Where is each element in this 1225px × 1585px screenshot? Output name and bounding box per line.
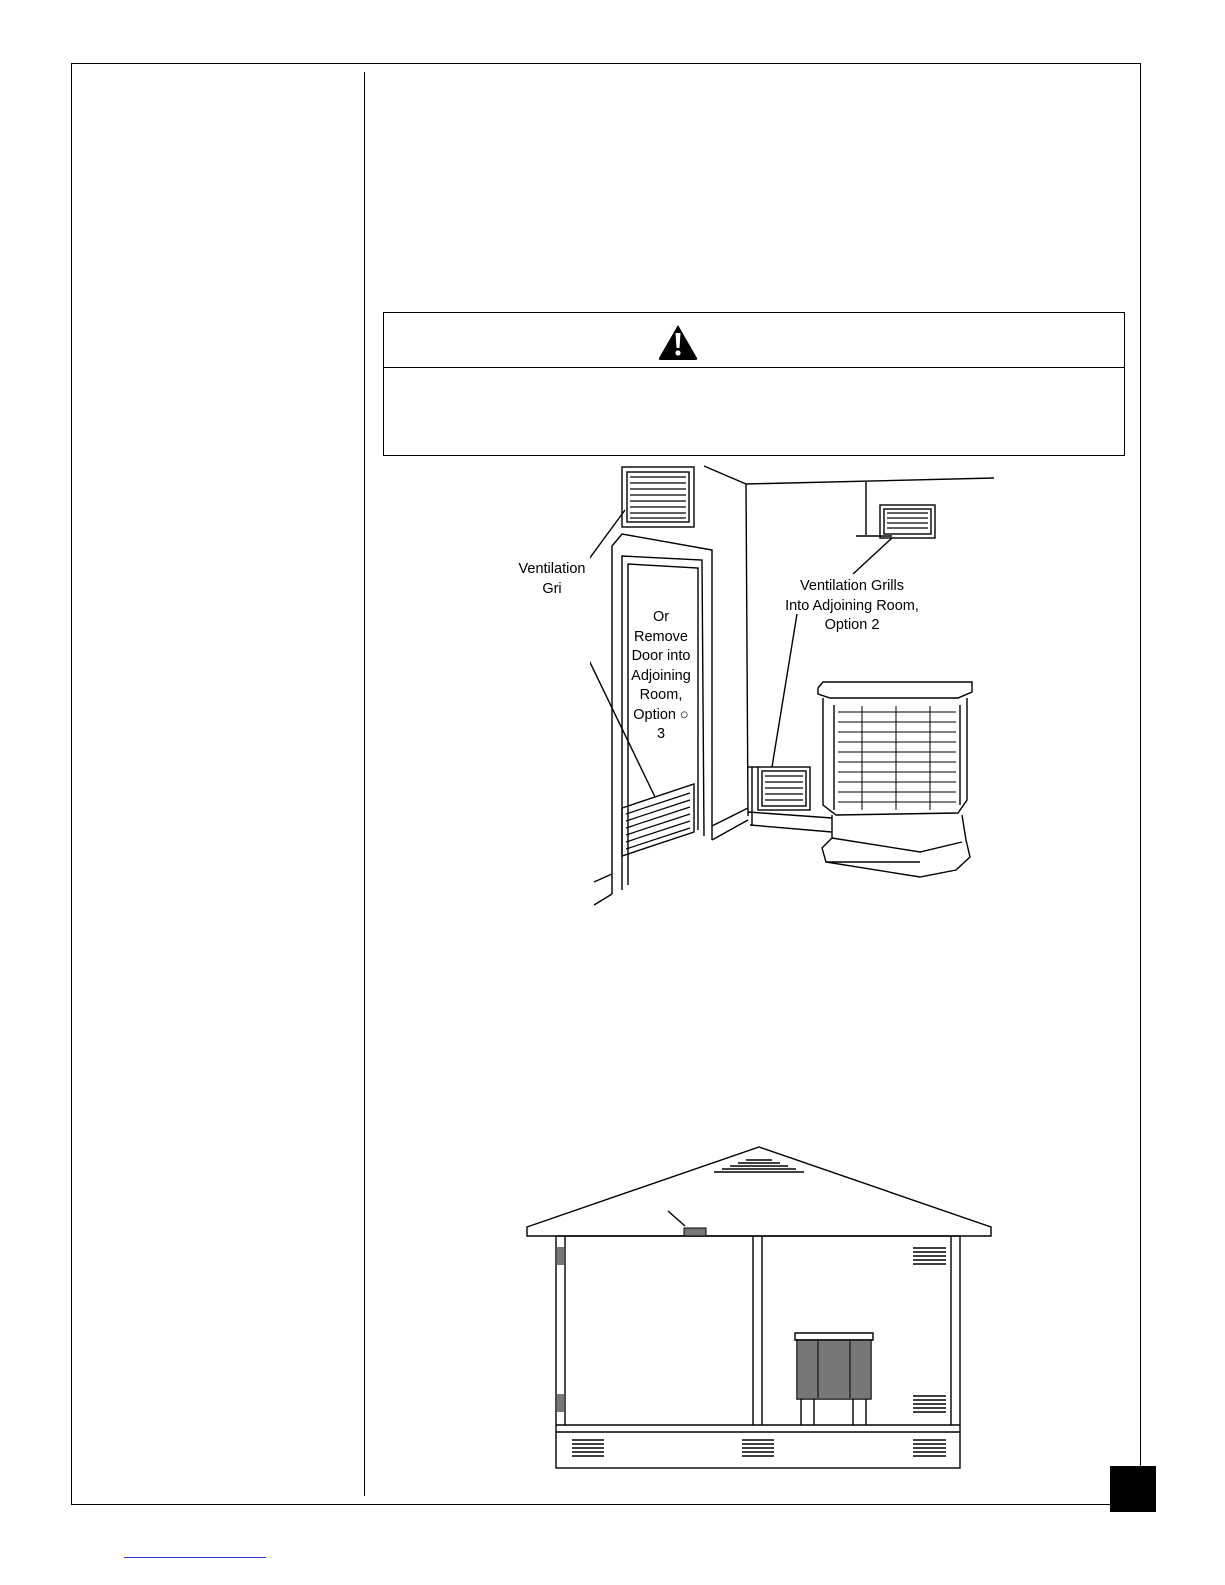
warning-box bbox=[383, 312, 1125, 456]
ventilation-grills-option2-label: Ventilation Grills Into Adjoining Room, Option 2 bbox=[785, 578, 919, 633]
remove-door-label: Or Remove Door into Adjoining Room, Option ○ 3 bbox=[631, 609, 691, 742]
ventilation-grill-label: Ventilation Gri bbox=[518, 561, 586, 597]
footer-link-underline bbox=[124, 1557, 266, 1558]
page-number-tab bbox=[1110, 1466, 1156, 1512]
warning-header bbox=[384, 313, 1124, 368]
column-divider bbox=[364, 72, 365, 1496]
house-cross-section-illustration bbox=[520, 1140, 996, 1474]
warning-triangle-icon bbox=[657, 323, 699, 361]
